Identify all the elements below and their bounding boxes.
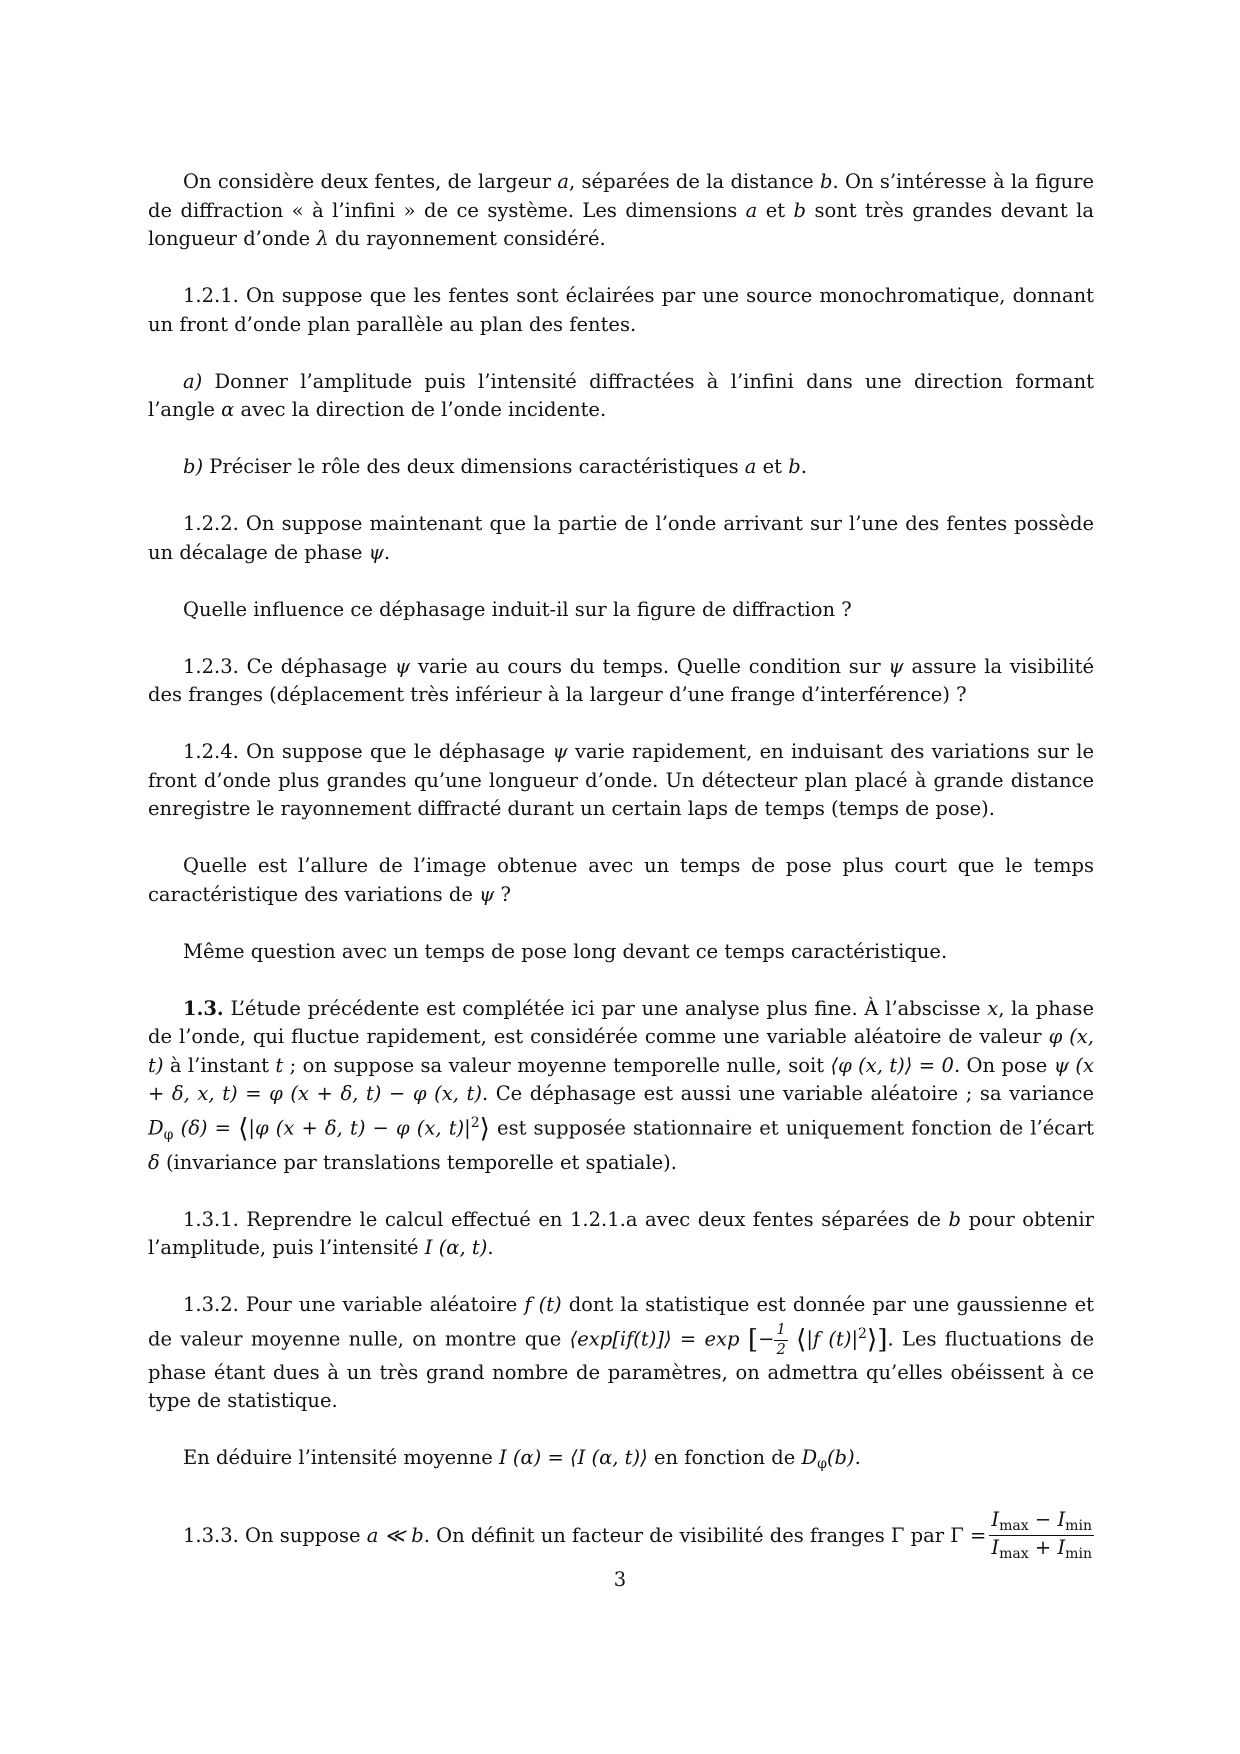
document-body — [148, 168, 1094, 1564]
intro-paragraph: On considère deux fentes, de largeur a, séparées de la distance b. On s’intéresse à la figure de diffraction « à l’infini » de ce système. Les dimensions a et b sont très grandes devant la longueur d’onde λ du rayonnement considéré. — [148, 170, 1095, 250]
one-half-fraction: $\frac{1}{2}$ — [776, 1321, 786, 1358]
visibility-fraction: $\frac{I_{max} - I_{min}}{I_{max} + I_{min}}$ — [991, 1507, 1092, 1563]
question-1-3-3: 1.3.3. On suppose a ≪ b. On définit un facteur de visibilité des franges Γ par Γ = $\frac{I_{max} - I_{min}}{I_{max} + I_{min}}$ — [183, 1507, 1092, 1563]
question-1-2-1-a: a) Donner l’amplitude puis l’intensité diffractées à l’infini dans une direction formant l’angle α avec la direction de l’onde incidente. — [148, 369, 1094, 421]
question-1-2-2-followup: Quelle influence ce déphasage induit-il sur la figure de diffraction ? — [183, 597, 852, 621]
question-1-3-2: 1.3.2. Pour une variable aléatoire f (t) dont la statistique est donnée par une gaussienne et de valeur moyenne nulle, on montre que ⟨exp[if(t)]⟩ = exp [− $\frac{1}{2}$ ⟨|f $(t)|^2⟩$]. Les fluctuations de phase étant dues à un très grand nombre de paramètres, on admettra qu’elles obéissent à ce type de statistique. — [148, 1293, 1095, 1413]
question-1-3-1: 1.3.1. Reprendre le calcul effectué en 1.2.1.a avec deux fentes séparées de b pour obtenir l’amplitude, puis l’intensité I (α, t). — [148, 1207, 1094, 1260]
question-1-2-4-long-exposure: Même question avec un temps de pose long devant ce temps caractéristique. — [183, 939, 948, 963]
question-1-2-4-short-exposure: Quelle est l’allure de l’image obtenue avec un temps de pose plus court que le temps caractéristique des variations de ψ ? — [148, 854, 1094, 906]
question-1-2-1: 1.2.1. On suppose que les fentes sont éclairées par une source monochromatique, donnant un front d’onde plan parallèle au plan des fentes. — [148, 284, 1094, 336]
page-number: 3 — [613, 1568, 627, 1591]
section-1-3: 1.3. L’étude précédente est complétée ici par une analyse plus fine. À l’abscisse x, la phase de l’onde, qui fluctue rapidement, est considérée comme une variable aléatoire de valeur φ (x, t) à l’instant t ; on suppose sa valeur moyenne temporelle nulle, soit ⟨φ (x, t)⟩ = 0. On pose ψ (x + δ, x, t) = φ (x + δ, t) − φ (x, t). Ce déphasage est aussi une variable aléatoire ; sa variance $D_\varphi$ (δ) = ⟨|φ (x + δ, t) − φ (x, $t)|^2⟩$ est supposée stationnaire et uniquement fonction de l’écart δ (invariance par translations temporelle et spatiale). — [148, 996, 1095, 1174]
question-1-2-4: 1.2.4. On suppose que le déphasage ψ varie rapidement, en induisant des variations sur le front d’onde plus grandes qu’une longueur d’onde. Un détecteur plan placé à grande distance enregistre le rayonnement diffracté durant un certain laps de temps (temps de pose). — [148, 740, 1094, 820]
question-1-3-2-followup: En déduire l’intensité moyenne I (α) = ⟨I (α, t)⟩ en fonction de $D_\varphi(b)$. — [183, 1446, 861, 1473]
question-1-2-2: 1.2.2. On suppose maintenant que la partie de l’onde arrivant sur l’une des fentes possède un décalage de phase ψ. — [148, 512, 1094, 564]
question-1-2-3: 1.2.3. Ce déphasage ψ varie au cours du temps. Quelle condition sur ψ assure la visibilité des franges (déplacement très inférieur à la largeur d’une frange d’interférence) ? — [148, 654, 1094, 706]
question-1-2-1-b: b) Préciser le rôle des deux dimensions caractéristiques a et b. — [183, 455, 807, 478]
